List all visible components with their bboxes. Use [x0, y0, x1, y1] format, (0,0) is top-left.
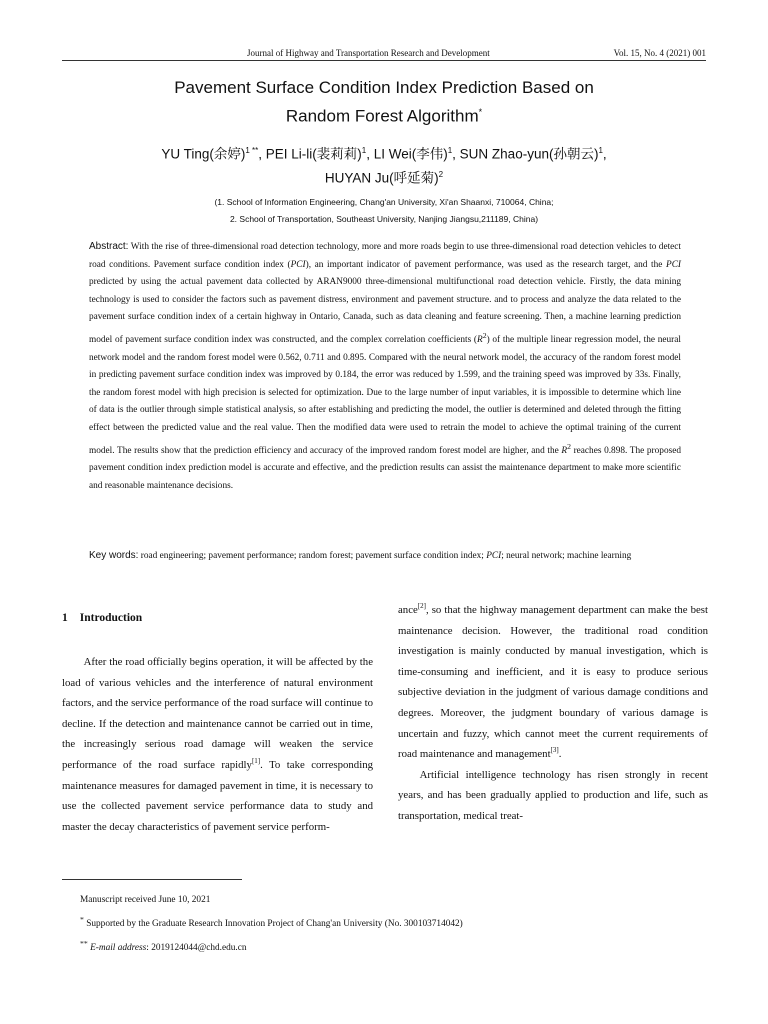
- title-marker: *: [478, 107, 483, 117]
- abstract-text-3: predicted by using the actual pavement data collected by ARAN9000 three-dimensional multifunctional road detection vehicle. Firstly, the data mining technology is used to consider the factors such as pavement distress, environment and pavement structure. and to process and analyze the data related to the pavement surface condition index of a certain highway in Ontario, Canada, such as data cleaning and feature screening. Then, a machine learning prediction model of pavement surface condition index was constructed, and the complex correlation coefficients (: [89, 277, 681, 346]
- author-5-sup: 2: [438, 169, 444, 179]
- abstract-text-2: ), an important indicator of pavement performance, was used as the research target, and the: [305, 259, 667, 270]
- paragraph: Artificial intelligence technology has risen strongly in recent years, and has been gradually applied to production and life, such as transportation, medical treat-: [398, 768, 708, 822]
- author-line-1: [60, 141, 708, 165]
- citation: [2]: [417, 602, 426, 610]
- abstract-pci-2: PCI: [666, 259, 681, 270]
- volume-info: Vol. 15, No. 4 (2021) 001: [613, 48, 706, 58]
- section-title: Introduction: [79, 612, 143, 624]
- abstract-r-squared-2-exp: 2: [567, 441, 571, 451]
- footnote-email-address: : 2019124044@chd.edu.cn: [146, 943, 247, 954]
- paragraph-text: .: [558, 748, 562, 761]
- footnote-email-mark: **: [80, 939, 88, 949]
- affiliation-2: 2. School of Transportation, Southeast University, Nanjing Jiangsu,211189, China): [229, 214, 539, 224]
- author-2-sup: 1: [361, 146, 367, 155]
- author-4-tail: ,: [602, 146, 607, 162]
- paragraph: [398, 600, 708, 765]
- footnotes: [80, 890, 680, 958]
- paragraph-text: , so that the highway management department can make the best maintenance decision. However, the traditional road condition investigation is mainly conducted by manual investigation, which is time-consuming and inefficient, and it is easy to produce serious subjective deviation in the judgment of various damage conditions and degrees. Moreover, the judgment boundary of various damage is uncertain and fuzzy, which cannot meet the current requirements of road maintenance and management: [398, 604, 708, 761]
- title-line-1: Pavement Surface Condition Index Prediction Based on: [174, 78, 594, 97]
- footnote-rule: [62, 879, 242, 880]
- paragraph: [62, 652, 373, 837]
- journal-name: Journal of Highway and Transportation Research and Development: [247, 48, 490, 58]
- keywords: [89, 547, 681, 565]
- paragraph-text: After the road officially begins operation, it will be affected by the load of various vehicles and the interference of natural environment factors, and the service performance of the road surface will continue to decline. If the detection and maintenance cannot be carried out in time, the increasingly serious road damage will weaken the service performance of the road surface rapidly: [62, 656, 373, 771]
- abstract: [89, 238, 681, 496]
- running-header: [62, 44, 706, 60]
- body-column-right: [398, 600, 708, 827]
- author-4: , SUN Zhao-yun(孙朝云): [452, 146, 599, 162]
- footnote-support: [80, 910, 680, 934]
- footnote-email: [80, 934, 680, 958]
- affiliation-1: (1. School of Information Engineering, Chang'an University, Xi'an Shaanxi, 710064, China;: [214, 197, 554, 207]
- section-number: 1: [62, 612, 68, 624]
- author-4-sup: 1: [598, 146, 603, 155]
- abstract-r-squared-1-exp: 2: [482, 330, 487, 340]
- section-heading: [62, 612, 154, 624]
- paragraph-text: . To take corresponding maintenance measures for damaged pavement in time, it is necessary to use the collected pavement service performance data to study and master the decay characteristics of pavement service perform-: [62, 758, 373, 833]
- keywords-text-2: ; neural network; machine learning: [501, 551, 632, 561]
- title-line-2-text: Random Forest Algorithm: [285, 106, 479, 126]
- author-5: HUYAN Ju(呼延菊): [324, 170, 439, 185]
- author-1-sup: 1 **: [245, 146, 259, 155]
- author-3: , LI Wei(李伟): [366, 146, 448, 162]
- author-line-2: [60, 165, 708, 189]
- title-line-2: [60, 100, 708, 129]
- abstract-text-5: reaches 0.898. The proposed pavement condition index prediction model is accurate and effective, and the prediction results can assist the maintenance department to make more scientific and reasonable maintenance decisions.: [89, 445, 681, 491]
- citation: [1]: [251, 756, 261, 765]
- keywords-label: Key words:: [89, 550, 139, 561]
- body-column-left: [62, 652, 373, 837]
- keywords-pci: PCI: [486, 551, 502, 561]
- footnote-received: Manuscript received June 10, 2021: [80, 895, 211, 905]
- paragraph-text: ance: [398, 604, 418, 616]
- author-list: [60, 141, 708, 188]
- abstract-r-squared-1: R: [477, 335, 483, 346]
- citation: [3]: [550, 746, 559, 755]
- header-rule: [62, 60, 706, 61]
- abstract-pci-1: PCI: [290, 259, 306, 270]
- author-2: , PEI Li-li(裴莉莉): [258, 146, 362, 162]
- keywords-text-1: road engineering; pavement performance; random forest; pavement surface condition index;: [138, 551, 487, 561]
- footnote-support-mark: *: [80, 915, 84, 924]
- author-1: YU Ting(余婷): [161, 146, 246, 162]
- affiliations: [60, 194, 708, 228]
- footnote-support-text: Supported by the Graduate Research Innovation Project of Chang'an University (No. 300103714042): [83, 919, 463, 930]
- abstract-label: Abstract:: [89, 241, 129, 252]
- paper-title: [60, 76, 708, 129]
- footnote-email-label: E-mail address: [90, 943, 147, 954]
- author-3-sup: 1: [447, 146, 453, 155]
- abstract-text-4: ) of the multiple linear regression model, the neural network model and the random forest model were 0.562, 0.711 and 0.895. Compared with the neural network model, the accuracy of the random forest model in predicting pavement surface condition index was improved by 0.184, the error was reduced by 1.599, and the training speed was improved by 33s. Finally, the random forest model with high precision is selected for optimization. Due to the large number of input variables, it is impossible to determine which line of data is the outlier through simple statistical analysis, so after establishing and predicting the model, the outlier is determined and deleted through the fitting effect between the predicted value and the real value. Then the modified data were used to retrain the model to achieve the optimal training of the current model. The results show that the prediction efficiency and accuracy of the improved random forest model are higher, and the: [89, 335, 681, 456]
- abstract-text-1: With the rise of three-dimensional road detection technology, more and more roads begin to use three-dimensional road detection vehicles to detect road conditions. Pavement surface condition index (: [89, 242, 681, 270]
- abstract-r-squared-2: R: [561, 445, 568, 456]
